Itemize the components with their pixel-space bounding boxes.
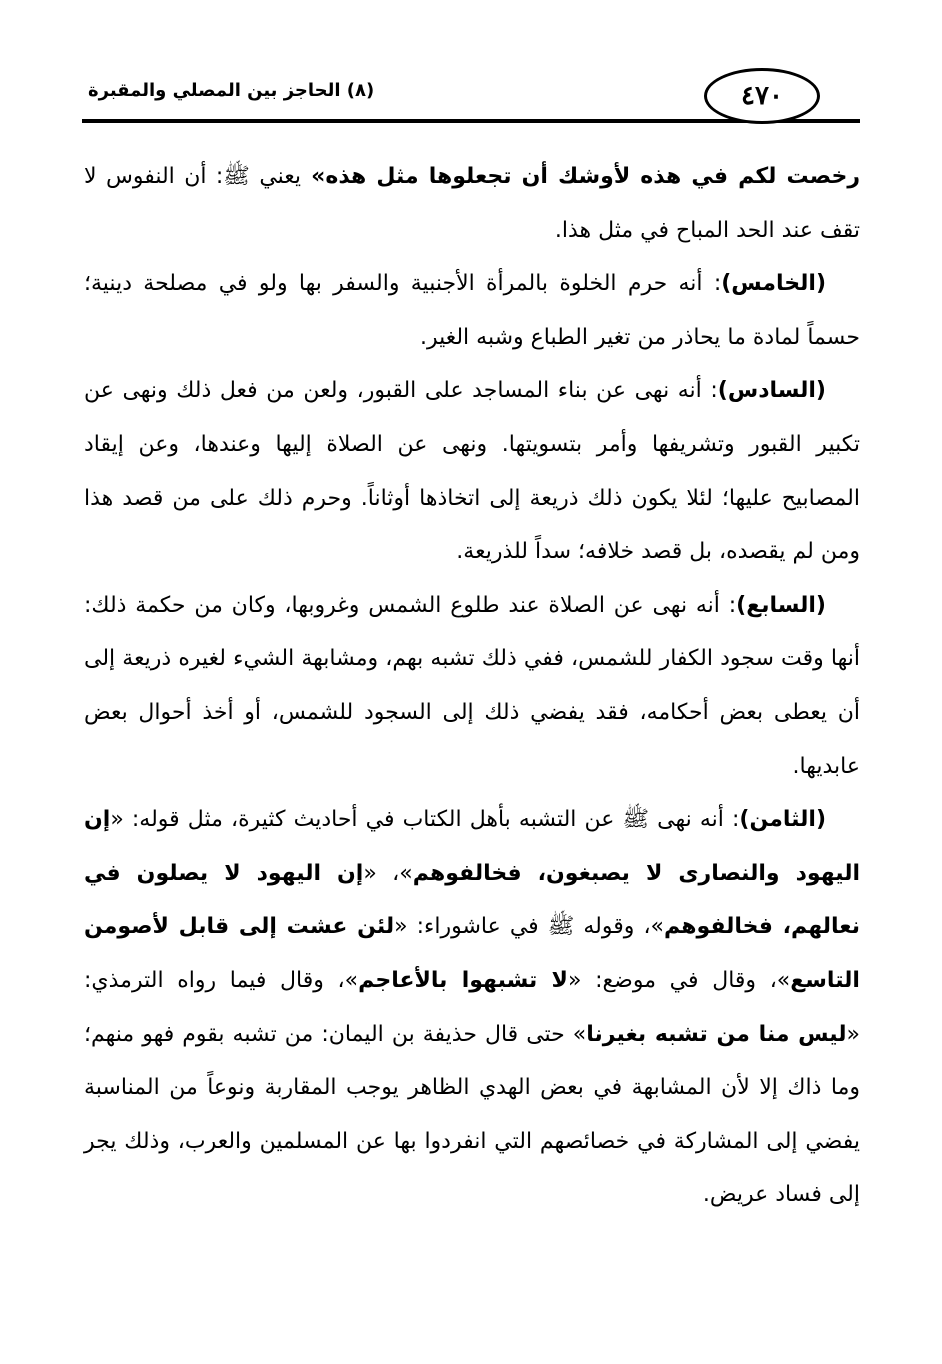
text-run: »، وقوله ﷺ في عاشوراء: « bbox=[394, 914, 665, 940]
bold-text-run: إن اليهود لا يصلون في نعالهم، فخالفوهم bbox=[84, 860, 860, 940]
text-run: »، « bbox=[363, 860, 413, 886]
page-number: ٤٧٠ bbox=[704, 68, 820, 124]
bold-text-run: لا تشبهوا بالأعاجم bbox=[358, 967, 568, 993]
page-header bbox=[82, 66, 860, 126]
text-run: : أنه حرم الخلوة بالمرأة الأجنبية والسفر بها ولو في مصلحة دينية؛ حسماً لمادة ما يحاذر من تغير الطباع وشبه الغير. bbox=[84, 271, 860, 350]
text-run: » حتى قال حذيفة بن اليمان: من تشبه بقوم فهو منهم؛ وما ذاك إلا لأن المشابهة في بعض الهدي الظاهر يوجب المقاربة ونوعاً من المناسبة يفضي إلى المشاركة في خصائصهم التي انفردوا بها عن المسلمين والعرب، وذلك يجر إلى فساد عريض. bbox=[84, 1021, 860, 1208]
paragraph bbox=[84, 579, 860, 793]
running-title: (٨) الحاجز بين المصلي والمقبرة bbox=[88, 80, 375, 101]
text-run: : أنه نهى عن بناء المساجد على القبور، ولعن من فعل ذلك ونهى عن تكبير القبور وتشريفها وأمر بتسويتها. ونهى عن الصلاة إليها وعندها، وعن إيقاد المصابيح عليها؛ لئلا يكون ذلك ذريعة إلى اتخاذها أوثاناً. وحرم ذلك على من قصد هذا ومن لم يقصده، بل قصد خلافه؛ سداً للذريعة. bbox=[84, 378, 860, 565]
bold-text-run: (الخامس) bbox=[721, 271, 826, 297]
bold-text-run: لئن عشت إلى قابل لأصومن التاسع bbox=[84, 914, 860, 993]
paragraph bbox=[84, 257, 860, 364]
body-text bbox=[84, 150, 860, 1222]
paragraph bbox=[84, 793, 860, 1222]
text-run: يعني ﷺ: أن النفوس لا تقف عند الحد المباح في مثل هذا. bbox=[84, 164, 860, 243]
paragraph bbox=[84, 364, 860, 578]
bold-text-run: ليس منا من تشبه بغيرنا bbox=[586, 1021, 847, 1047]
paragraph bbox=[84, 150, 860, 257]
bold-text-run: (الثامن) bbox=[739, 807, 826, 833]
bold-text-run: (السادس) bbox=[717, 378, 826, 404]
bold-text-run: إن اليهود والنصارى لا يصبغون، فخالفوهم bbox=[84, 807, 861, 886]
bold-text-run: رخصت لكم في هذه لأوشك أن تجعلوها مثل هذه» bbox=[301, 164, 860, 189]
bold-text-run: (السابع) bbox=[736, 592, 826, 618]
text-run: »، وقال في موضع: « bbox=[567, 967, 791, 993]
text-run: : أنه نهى عن الصلاة عند طلوع الشمس وغروبها، وكان من حكمة ذلك: أنها وقت سجود الكفار للشمس، ففي ذلك تشبه بهم، ومشابهة الشيء لغيره ذريعة إلى أن يعطى بعض أحكامه، فقد يفضي ذلك إلى السجود للشمس، أو أخذ أحوال بعض عابديها. bbox=[84, 592, 860, 779]
text-run: : أنه نهى ﷺ عن التشبه بأهل الكتاب في أحاديث كثيرة، مثل قوله: « bbox=[110, 807, 740, 833]
text-run: »، وقال فيما رواه الترمذي: « bbox=[84, 967, 860, 1047]
